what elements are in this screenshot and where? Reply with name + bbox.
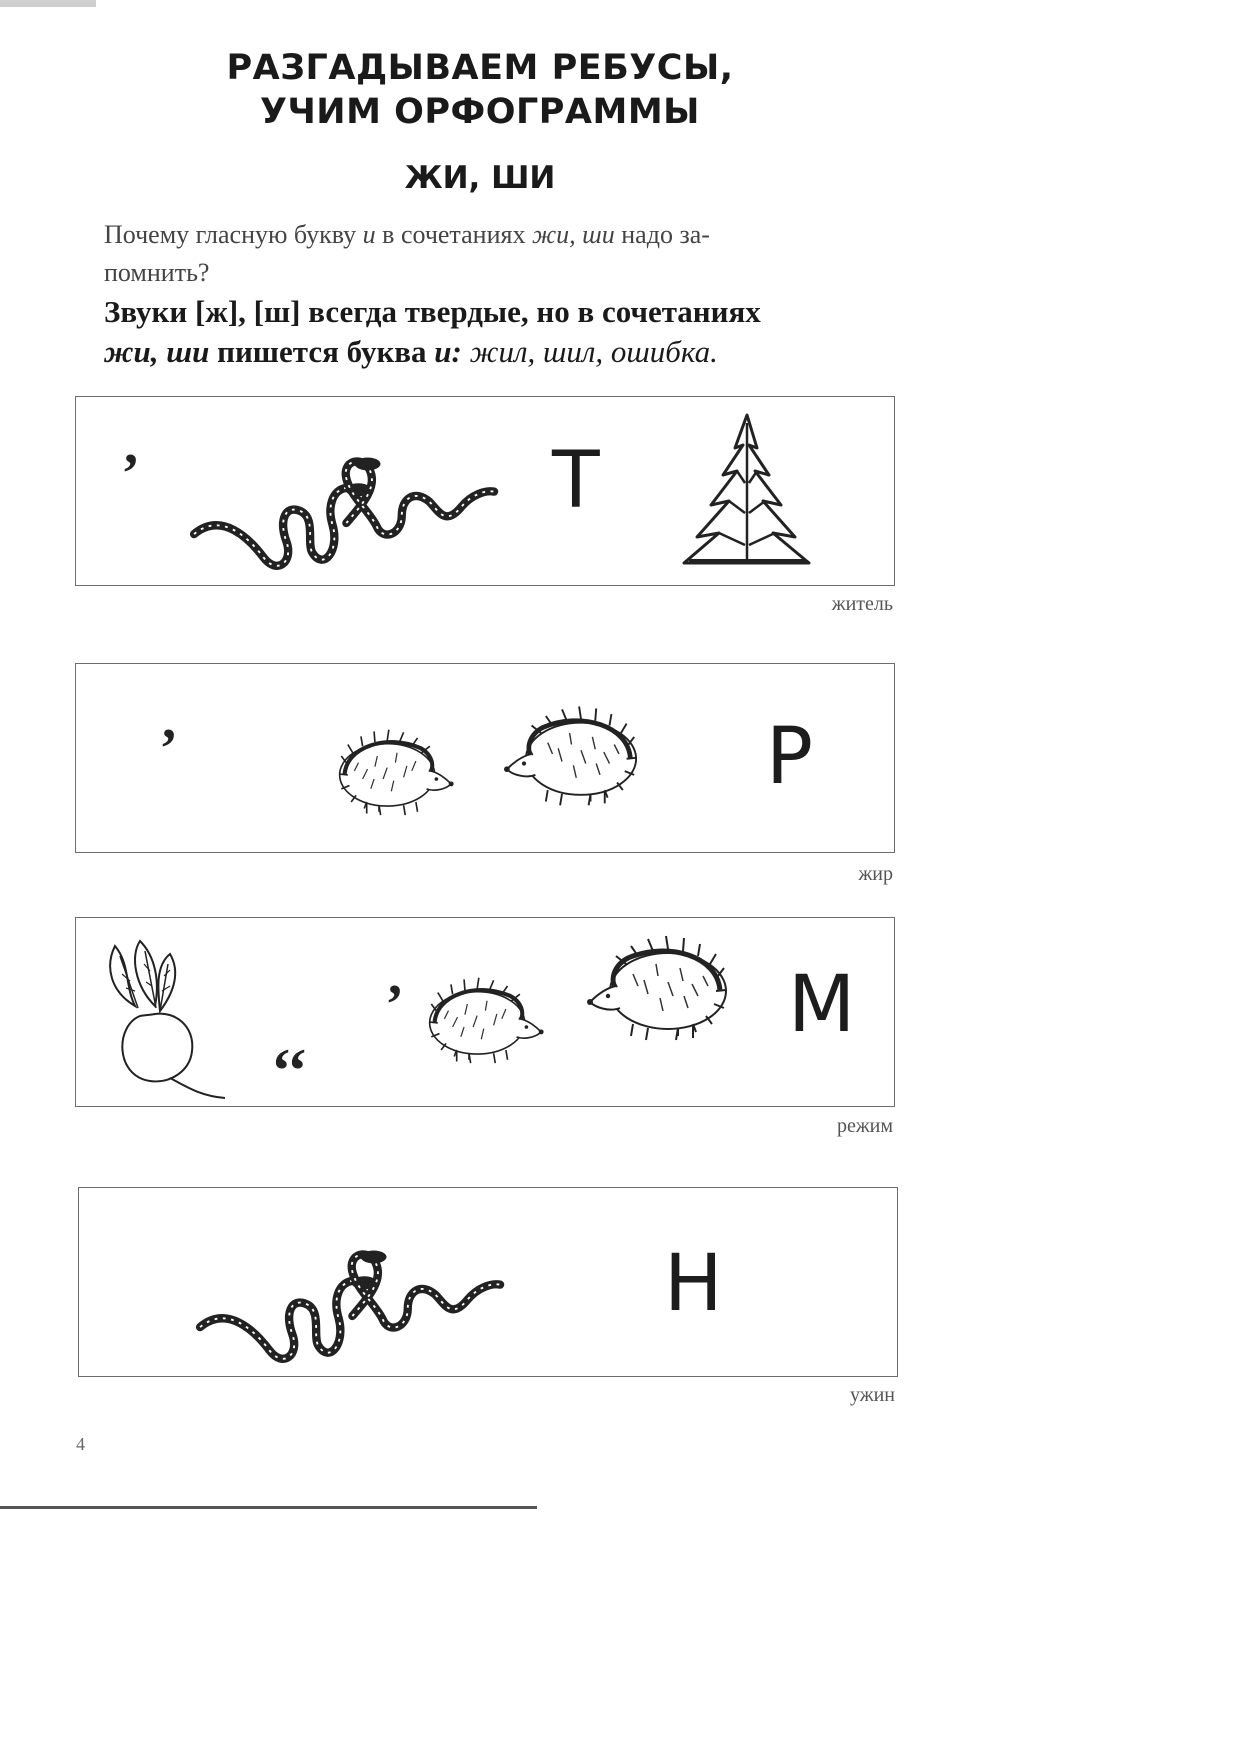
scan-artifact xyxy=(0,0,96,7)
question-part: надо за- xyxy=(614,220,710,249)
apostrophe-mark: , xyxy=(388,945,402,1007)
hedgehogs-icon xyxy=(338,716,638,836)
question-part: Почему гласную букву xyxy=(104,220,363,249)
rebus-letter: Т xyxy=(552,436,600,526)
rebus-letter: Н xyxy=(664,1239,723,1329)
rule-examples: жил, шил, ошибка. xyxy=(461,334,718,369)
puzzle-box-2 xyxy=(75,663,895,853)
answer-label: житель xyxy=(831,593,893,615)
hedgehogs-icon xyxy=(428,946,728,1086)
rule-combination: жи, ши xyxy=(104,334,210,369)
section-title: ЖИ, ШИ xyxy=(404,160,556,196)
apostrophe-mark: , xyxy=(162,689,176,751)
rebus-letter: Р xyxy=(766,712,814,802)
answer-label: режим xyxy=(836,1115,893,1137)
page-number: 4 xyxy=(76,1434,85,1454)
question-letter: и xyxy=(362,220,376,249)
beet-icon xyxy=(100,936,240,1101)
rule-line-1: Звуки [ж], [ш] всегда твердые, но в сочетаниях xyxy=(104,294,761,329)
puzzle-box-4 xyxy=(78,1187,898,1377)
rule-part: пишется буква xyxy=(209,334,435,369)
answer-label: ужин xyxy=(850,1384,895,1406)
fir-tree-icon xyxy=(679,413,814,573)
answer-label: жир xyxy=(858,863,893,885)
rule-text xyxy=(104,292,904,372)
page-title-line-1: РАЗГАДЫВАЕМ РЕБУСЫ, xyxy=(226,48,734,88)
rebus-letter: М xyxy=(788,960,856,1050)
page-bottom-rule xyxy=(0,1506,537,1509)
question-part: в сочетаниях xyxy=(375,220,532,249)
question-combination: жи, ши xyxy=(531,220,615,249)
snakes-icon xyxy=(181,451,521,571)
question-text xyxy=(104,216,894,292)
page-title-line-2: УЧИМ ОРФОГРАММЫ xyxy=(260,92,700,132)
quote-mark: ‘‘ xyxy=(271,1037,308,1105)
question-part: помнить? xyxy=(104,258,210,287)
apostrophe-mark: , xyxy=(124,414,138,476)
snakes-icon xyxy=(187,1244,527,1364)
rule-letter: и: xyxy=(434,334,462,369)
puzzle-box-1 xyxy=(75,396,895,586)
puzzle-box-3 xyxy=(75,917,895,1107)
